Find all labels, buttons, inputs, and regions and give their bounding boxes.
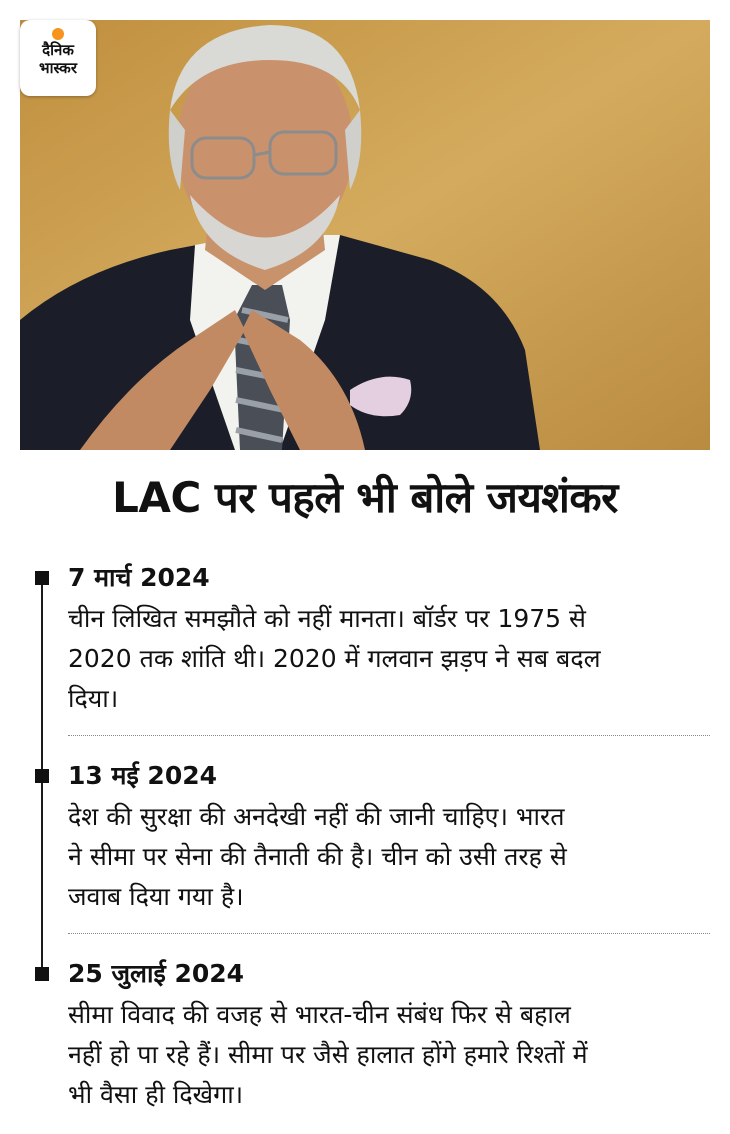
text-line: जवाब दिया गया है। [68, 882, 244, 911]
portrait-photo [20, 20, 710, 450]
headline: LAC पर पहले भी बोले जयशंकर [112, 473, 618, 522]
bullet-icon [35, 571, 49, 585]
text-line: देश की सुरक्षा की अनदेखी नहीं की जानी चाहिए। भारत [68, 802, 565, 831]
timeline-text [68, 599, 710, 719]
logo-sun-icon [52, 28, 64, 40]
dainik-bhaskar-logo [20, 20, 96, 96]
timeline-date: 25 जुलाई 2024 [68, 959, 245, 988]
divider [68, 933, 710, 934]
logo-text-line1: दैनिक [42, 41, 74, 59]
text-line: 2020 तक शांति थी। 2020 में गलवान झड़प ने सब बदल [68, 644, 601, 673]
bullet-icon [35, 967, 49, 981]
text-line: ने सीमा पर सेना की तैनाती की है। चीन को उसी तरह से [68, 842, 567, 871]
timeline-date: 13 मई 2024 [68, 761, 218, 790]
timeline-date: 7 मार्च 2024 [68, 563, 210, 592]
divider [68, 735, 710, 736]
text-line: नहीं हो पा रहे हैं। सीमा पर जैसे हालात होंगे हमारे रिश्तों में [68, 1040, 588, 1069]
timeline-text [68, 995, 710, 1115]
text-line: सीमा विवाद की वजह से भारत-चीन संबंध फिर से बहाल [68, 1000, 571, 1029]
logo-text-line2: भास्कर [39, 59, 77, 77]
bullet-icon [35, 769, 49, 783]
text-line: चीन लिखित समझौते को नहीं मानता। बॉर्डर पर 1975 से [68, 604, 586, 633]
portrait-illustration [20, 20, 710, 450]
text-line: भी वैसा ही दिखेगा। [68, 1080, 244, 1109]
timeline-text [68, 797, 710, 917]
text-line: दिया। [68, 684, 119, 713]
